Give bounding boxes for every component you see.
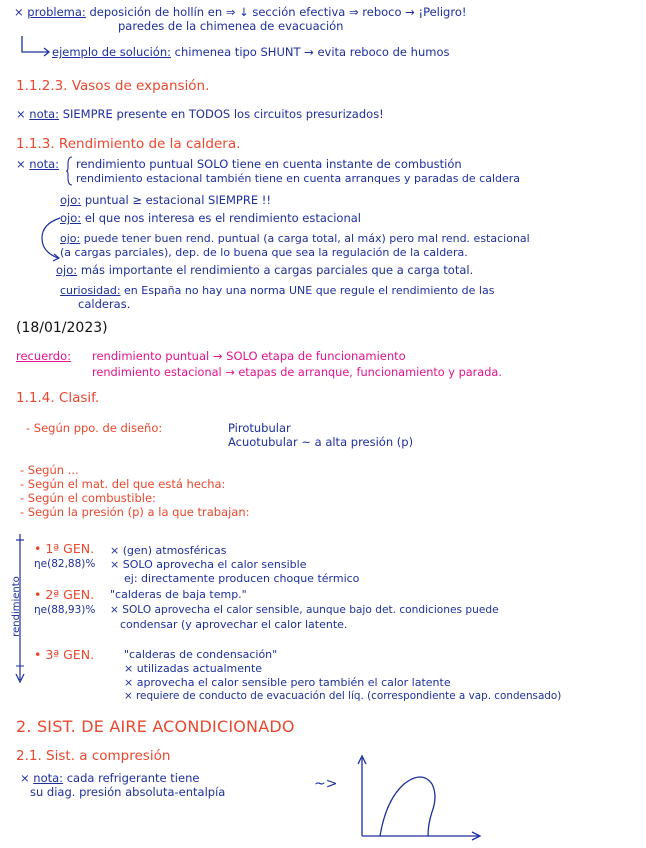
problema-label: problema:	[27, 5, 86, 19]
heading-2: 2. SIST. DE AIRE ACONDICIONADO	[16, 717, 295, 736]
ojo-3	[60, 232, 530, 245]
ojo-text: el que nos interesa es el rendimiento estacional	[84, 211, 361, 225]
gen3-line-1: "calderas de condensación"	[124, 648, 278, 661]
curiosidad-label: curiosidad:	[60, 284, 121, 297]
nota-label: nota:	[33, 771, 64, 785]
nota-label: nota:	[29, 157, 60, 171]
brace-icon	[66, 156, 76, 186]
gen2-line-2: × SOLO aprovecha el calor sensible, aunque bajo det. condiciones puede	[110, 604, 499, 616]
problema-line-2: paredes de la chimenea de evacuación	[118, 19, 344, 33]
diseno-label: - Según ppo. de diseño:	[26, 421, 163, 435]
heading-21: 2.1. Sist. a compresión	[16, 748, 171, 764]
heading-113: 1.1.3. Rendimiento de la caldera.	[16, 136, 241, 152]
segun-4: - Según la presión (p) a la que trabajan:	[20, 505, 250, 519]
ojo-text: puntual ≥ estacional SIEMPRE !!	[84, 193, 271, 207]
curiosidad-line-2: calderas.	[78, 297, 131, 311]
curiosidad	[60, 284, 494, 297]
segun-1: - Según ...	[20, 463, 79, 477]
date: (18/01/2023)	[16, 320, 108, 336]
gen2-line-3: condensar (y aprovechar el calor latente.	[120, 618, 348, 631]
pressure-enthalpy-diagram	[352, 752, 492, 844]
bullet: ×	[20, 771, 30, 785]
diseno-option-2: Acuotubular ~ a alta presión (p)	[228, 435, 414, 449]
ojo-label: ojo:	[60, 232, 81, 245]
recuerdo-label: recuerdo:	[16, 349, 71, 363]
ojo-1	[60, 194, 271, 207]
gen3-line-2: × utilizadas actualmente	[124, 662, 263, 675]
nota-113-line-1: rendimiento puntual SOLO tiene en cuenta instante de combustión	[76, 157, 462, 171]
gen1-line-3: ej: directamente producen choque térmico	[124, 572, 360, 585]
heading-1123: 1.1.2.3. Vasos de expansión.	[16, 78, 210, 94]
ojo-3-line-2: (a cargas parciales), dep. de lo buena que sea la regulación de la caldera.	[60, 246, 468, 259]
nota-1123	[16, 108, 384, 121]
nota-text: SIEMPRE presente en TODOS los circuitos presurizados!	[62, 107, 384, 121]
gen1-line-1: × (gen) atmosféricas	[110, 544, 227, 557]
ojo-2	[60, 212, 361, 225]
bullet: ×	[16, 107, 26, 121]
gen3-title: • 3ª GEN.	[34, 647, 95, 662]
nota-21	[20, 772, 199, 785]
solucion-text: chimenea tipo SHUNT → evita reboco de humos	[174, 45, 450, 59]
bullet: ×	[16, 157, 26, 171]
problema-line	[14, 6, 466, 19]
nota-text: cada refrigerante tiene	[66, 771, 200, 785]
problema-text: deposición de hollín en ⇒ ↓ sección efectiva ⇒ reboco → ¡Peligro!	[89, 5, 467, 19]
gen2-eta: ηe(88,93)%	[34, 604, 96, 616]
segun-2: - Según el mat. del que está hecha:	[20, 477, 226, 491]
tilde-arrow: ~>	[314, 776, 338, 792]
gen3-line-3: × aprovecha el calor sensible pero también el calor latente	[124, 676, 451, 689]
gen3-line-4: × requiere de conducto de evacuación del líq. (correspondiente a vap. condensado)	[124, 690, 562, 702]
gen1-title: • 1ª GEN.	[34, 541, 95, 556]
gen2-line-1: "calderas de baja temp."	[110, 588, 247, 601]
nota-113-line-2: rendimiento estacional también tiene en cuenta arranques y paradas de caldera	[76, 172, 521, 185]
curiosidad-text: en España no hay una norma UNE que regule el rendimiento de las	[124, 284, 495, 297]
ojo-text: más importante el rendimiento a cargas parciales que a carga total.	[80, 263, 474, 277]
gen2-title: • 2ª GEN.	[34, 587, 95, 602]
ojo-label: ojo:	[60, 193, 82, 207]
diseno-option-1: Pirotubular	[228, 421, 291, 435]
rendimiento-axis-label: rendimiento	[10, 576, 22, 637]
nota-113	[16, 158, 59, 171]
nota-21-line-2: su diag. presión absoluta-entalpía	[30, 785, 226, 799]
ojo-text: puede tener buen rend. puntual (a carga total, al máx) pero mal rend. estacional	[83, 232, 530, 245]
segun-3: - Según el combustible:	[20, 491, 156, 505]
nota-label: nota:	[29, 107, 60, 121]
solucion-label: ejemplo de solución:	[52, 45, 171, 59]
gen1-eta: ηe(82,88)%	[34, 558, 96, 570]
ojo-4	[56, 264, 473, 277]
bullet: ×	[14, 5, 24, 19]
heading-114: 1.1.4. Clasif.	[16, 390, 100, 406]
ojo-label: ojo:	[56, 263, 78, 277]
ojo-label: ojo:	[60, 211, 82, 225]
recuerdo-line-1: rendimiento puntual → SOLO etapa de funcionamiento	[92, 349, 406, 363]
recuerdo-line-2: rendimiento estacional → etapas de arranque, funcionamiento y parada.	[92, 366, 502, 379]
solucion-line	[52, 46, 449, 59]
gen1-line-2: × SOLO aprovecha el calor sensible	[110, 558, 307, 571]
